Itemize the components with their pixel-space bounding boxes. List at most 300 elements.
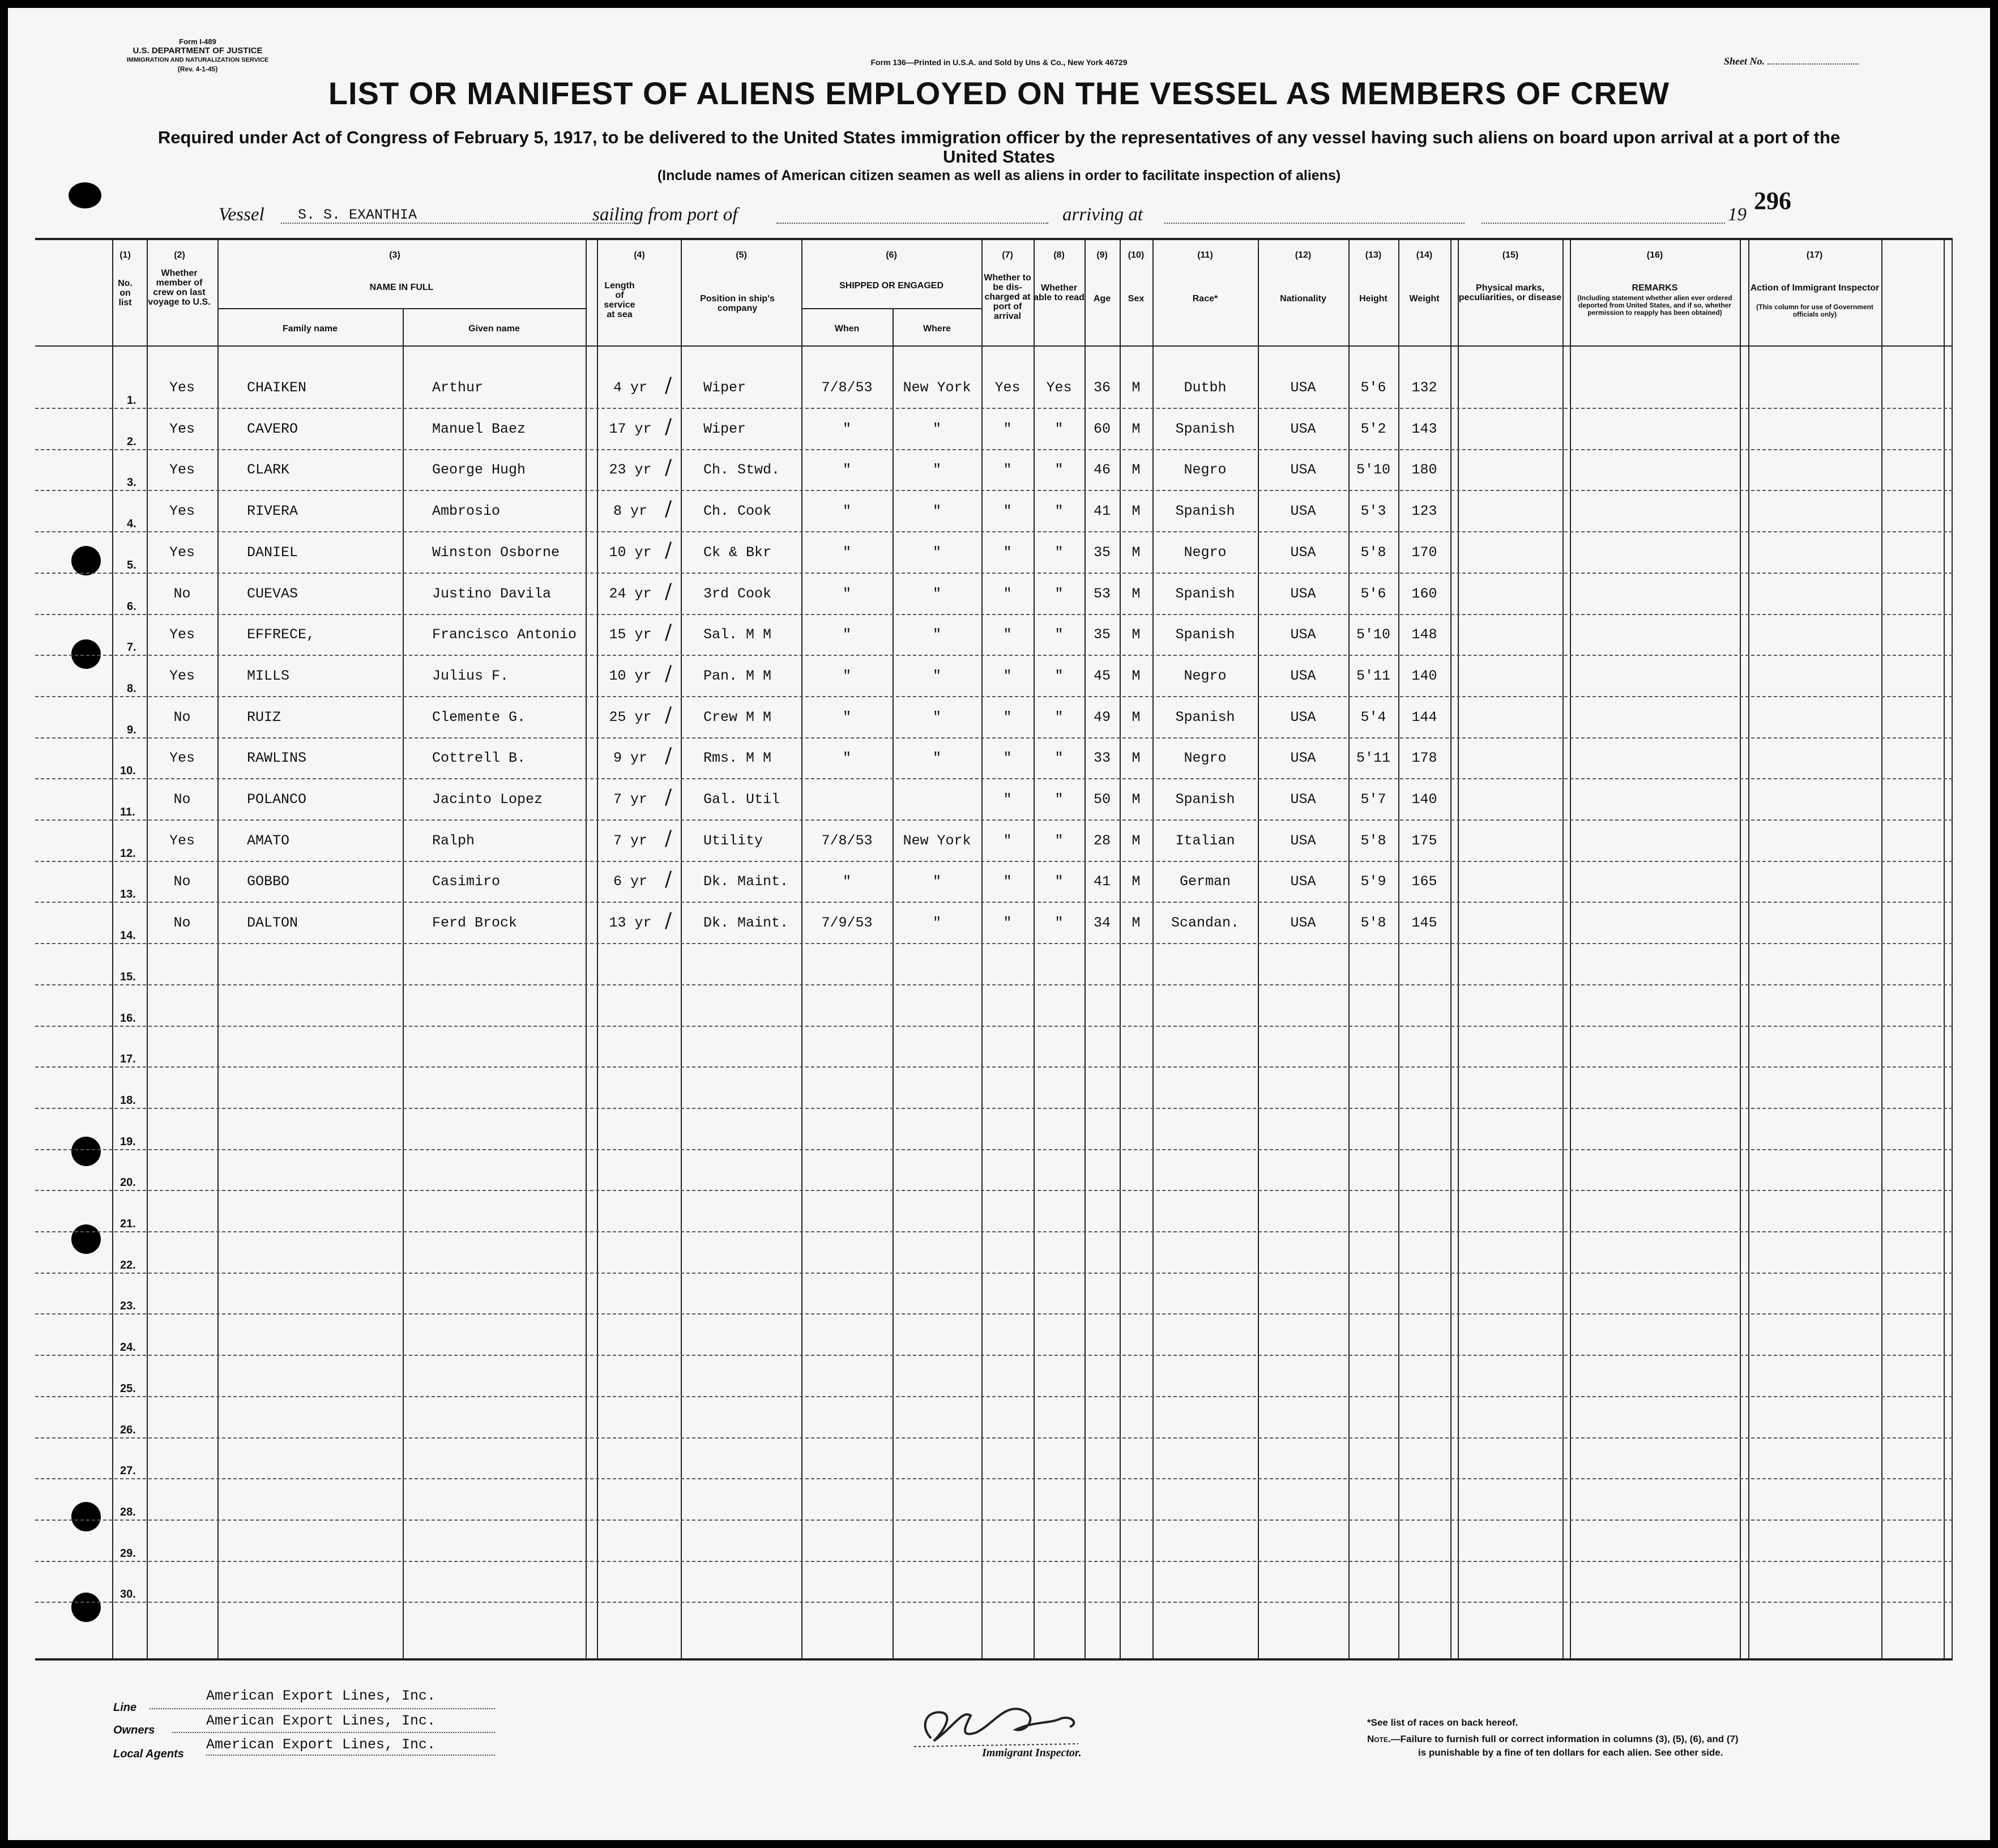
cell-nationality: USA [1290,379,1316,396]
cell-prior: Yes [169,420,195,437]
cell-nationality: USA [1290,667,1316,684]
cell-family: GOBBO [247,873,290,890]
cell-prior: No [173,873,191,890]
column-number: (16) [1646,250,1663,260]
punch-hole [71,639,101,669]
cell-discharged: " [1003,873,1012,890]
cell-given: Cottrell B. [432,750,526,767]
punch-hole [71,1593,101,1622]
cell-when: " [842,420,851,437]
row-rule [35,1108,1953,1109]
cell-position: Ck & Bkr [703,544,772,561]
cell-given: Winston Osborne [432,544,560,561]
column-rule [1398,240,1399,1658]
cell-nationality: USA [1290,750,1316,767]
sailing-blank [776,223,1048,224]
cell-where: " [932,544,941,561]
cell-prior: No [173,709,191,725]
cell-nationality: USA [1290,462,1316,479]
cell-height: 5'11 [1356,667,1390,684]
cell-weight: 148 [1411,626,1437,643]
cell-position: Rms. M M [703,750,772,767]
cell-read: " [1054,585,1064,602]
cell-discharged: " [1003,544,1012,561]
cell-given: Ralph [432,832,475,849]
line-blank [150,1708,495,1709]
cell-where: " [932,667,941,684]
row-rule [35,1396,1953,1397]
cell-given: Justino Davila [432,585,552,602]
column-rule [1458,240,1459,1658]
vessel-label: Vessel [219,204,264,225]
cell-family: DANIEL [247,544,298,561]
cell-weight: 140 [1411,667,1437,684]
cell-read: Yes [1046,379,1072,396]
cell-service: 4 yr [613,379,647,396]
cell-prior: Yes [169,462,195,479]
cell-where: " [932,626,941,643]
row-number: 12. [120,847,136,860]
cell-age: 46 [1093,462,1111,479]
cell-nationality: USA [1290,626,1316,643]
cell-family: DALTON [247,915,298,932]
col-nationality: Nationality [1280,294,1326,304]
column-number: (15) [1502,250,1519,260]
row-number: 2. [127,435,136,448]
penalty-note-text: —Failure to furnish full or correct information in columns (3), (5), (6), and (7) [1390,1734,1739,1744]
cell-family: EFFRECE, [247,626,315,643]
cell-height: 5'6 [1360,379,1386,396]
column-rule [1740,240,1741,1658]
cell-given: Manuel Baez [432,420,526,437]
cell-position: Utility [703,832,763,849]
cell-given: Ferd Brock [432,915,518,932]
cell-race: Dutbh [1184,379,1227,396]
cell-where: " [932,503,941,520]
header-bottom-rule [35,345,1953,347]
date-blank [1482,223,1725,224]
column-rule [681,240,682,1658]
cell-weight: 123 [1411,503,1437,520]
cell-nationality: USA [1290,544,1316,561]
cell-height: 5'11 [1356,750,1390,767]
row-rule [35,820,1953,821]
row-number: 6. [127,600,136,613]
agents-label: Local Agents [113,1748,184,1760]
line-label: Line [113,1701,137,1714]
cell-given: Francisco Antonio [432,626,577,643]
row-rule [35,408,1953,409]
row-rule [35,1313,1953,1314]
cell-sex: M [1132,626,1141,643]
cell-weight: 144 [1411,709,1437,725]
col-remarks-sub: (Including statement whether alien ever ordered deported from United States, and if so, whether permission to reapply has been obtained) [1577,294,1732,317]
cell-sex: M [1132,544,1141,561]
cell-given: Julius F. [432,667,509,684]
row-number: 10. [120,765,136,778]
shipped-subheader-rule [801,308,981,309]
row-rule [35,1478,1953,1479]
sailing-label: sailing from port of [592,204,738,225]
cell-when: " [842,544,851,561]
cell-family: RAWLINS [247,750,307,767]
sheet-number [1724,56,1858,67]
cell-age: 45 [1093,667,1111,684]
cell-race: German [1179,873,1231,890]
owners-value: American Export Lines, Inc. [206,1713,436,1729]
punch-hole [71,546,101,575]
cell-family: CHAIKEN [247,379,307,396]
cell-given: Arthur [432,379,484,396]
check-mark: / [665,579,672,603]
cell-nationality: USA [1290,873,1316,890]
cell-age: 50 [1093,791,1111,808]
cell-read: " [1054,750,1064,767]
form-id: Form I-489 [179,37,216,46]
punch-hole [71,1137,101,1166]
cell-where: New York [903,832,971,849]
cell-position: Dk. Maint. [703,915,789,932]
cell-read: " [1054,915,1064,932]
column-rule [981,240,983,1658]
column-number: (1) [119,250,131,260]
cell-prior: Yes [169,750,195,767]
cell-where: " [932,915,941,932]
cell-age: 36 [1093,379,1111,396]
cell-nationality: USA [1290,791,1316,808]
page-number: 296 [1754,187,1791,215]
printer-note: Form 136—Printed in U.S.A. and Sold by Uns & Co., New York 46729 [870,58,1128,67]
column-number: (10) [1128,250,1145,260]
col-inspector-action: Action of Immigrant Inspector [1750,283,1880,293]
cell-nationality: USA [1290,503,1316,520]
check-mark: / [665,661,672,685]
column-rule [1562,240,1564,1658]
revision: (Rev. 4-1-45) [177,65,218,73]
column-number: (9) [1096,250,1108,260]
column-rule [1570,240,1571,1658]
cell-position: Wiper [703,420,746,437]
cell-position: Crew M M [703,709,772,725]
line-value: American Export Lines, Inc. [206,1688,436,1704]
cell-when: 7/8/53 [821,379,873,396]
cell-weight: 145 [1411,915,1437,932]
cell-prior: Yes [169,667,195,684]
column-rule [1952,240,1953,1658]
cell-discharged: " [1003,626,1012,643]
cell-where: " [932,462,941,479]
cell-height: 5'10 [1356,462,1390,479]
cell-when: 7/9/53 [821,915,873,932]
col-inspector-sub: (This column for use of Government officials only) [1756,303,1873,318]
cell-service: 6 yr [613,873,647,890]
cell-when: " [842,667,851,684]
column-number: (6) [886,250,897,260]
column-number: (14) [1416,250,1433,260]
cell-race: Spanish [1175,585,1235,602]
cell-service: 10 yr [609,667,652,684]
cell-age: 35 [1093,544,1111,561]
row-rule [35,655,1953,656]
cell-weight: 140 [1411,791,1437,808]
cell-age: 41 [1093,503,1111,520]
cell-position: Wiper [703,379,746,396]
check-mark: / [665,786,672,809]
cell-height: 5'3 [1360,503,1386,520]
check-mark: / [665,868,672,891]
row-number: 14. [120,929,136,942]
col-family-name: Family name [283,324,338,334]
cell-height: 5'8 [1360,544,1386,561]
cell-position: Ch. Cook [703,503,772,520]
cell-where: " [932,750,941,767]
row-rule [35,737,1953,739]
cell-where: New York [903,379,971,396]
service: IMMIGRATION AND NATURALIZATION SERVICE [126,57,269,63]
col-physical-marks: Physical marks, peculiarities, or disease [1458,283,1562,302]
penalty-note-label: Note. [1367,1734,1391,1744]
cell-read: " [1054,462,1064,479]
form-id-block [104,37,291,74]
col-age: Age [1093,294,1111,304]
owners-blank [172,1732,495,1733]
row-rule [35,1602,1953,1603]
cell-age: 35 [1093,626,1111,643]
column-number: (4) [634,250,645,260]
cell-where: " [932,873,941,890]
cell-position: Ch. Stwd. [703,462,780,479]
cell-given: George Hugh [432,462,526,479]
cell-weight: 180 [1411,462,1437,479]
row-rule [35,1437,1953,1439]
col-sex: Sex [1128,294,1145,304]
row-number: 19. [120,1135,136,1148]
row-rule [35,531,1953,532]
manifest-page [8,8,1990,1840]
cell-where: " [932,709,941,725]
name-divider [403,309,404,1658]
cell-race: Spanish [1175,626,1235,643]
cell-age: 33 [1093,750,1111,767]
col-no-on-list: No. on list [118,279,133,308]
column-rule [1748,240,1749,1658]
row-number: 18. [120,1094,136,1107]
col-given-name: Given name [468,324,520,334]
cell-age: 34 [1093,915,1111,932]
row-rule [35,614,1953,615]
cell-service: 23 yr [609,462,652,479]
cell-service: 15 yr [609,626,652,643]
column-rule [1120,240,1121,1658]
column-number: (2) [174,250,185,260]
cell-race: Spanish [1175,420,1235,437]
row-number: 17. [120,1053,136,1066]
cell-discharged: " [1003,750,1012,767]
arriving-label: arriving at [1062,204,1143,225]
cell-discharged: " [1003,832,1012,849]
cell-read: " [1054,709,1064,725]
vessel-name: S. S. EXANTHIA [298,207,417,223]
cell-position: Dk. Maint. [703,873,789,890]
row-rule [35,490,1953,491]
cell-race: Negro [1184,544,1227,561]
row-rule [35,1355,1953,1356]
cell-nationality: USA [1290,915,1316,932]
cell-race: Spanish [1175,709,1235,725]
arriving-blank [1164,223,1465,224]
cell-service: 7 yr [613,832,647,849]
races-note: *See list of races on back hereof. [1367,1717,1518,1728]
punch-hole [71,1502,101,1531]
sheet-number-blank [1768,63,1858,65]
row-number: 1. [127,394,136,407]
cell-discharged: Yes [994,379,1021,396]
cell-sex: M [1132,791,1141,808]
punch-hole [69,182,101,208]
cell-discharged: " [1003,420,1012,437]
row-rule [35,1026,1953,1027]
check-mark: / [665,826,672,850]
cell-race: Negro [1184,462,1227,479]
col-prior-voyage: Whether member of crew on last voyage to U.S. [148,268,211,307]
cell-service: 13 yr [609,915,652,932]
cell-sex: M [1132,667,1141,684]
cell-age: 41 [1093,873,1111,890]
year-prefix: 19 [1728,204,1747,225]
page-title: LIST OR MANIFEST OF ALIENS EMPLOYED ON THE VESSEL AS MEMBERS OF CREW [328,75,1670,111]
cell-read: " [1054,544,1064,561]
cell-prior: Yes [169,379,195,396]
cell-race: Italian [1175,832,1235,849]
cell-family: CLARK [247,462,290,479]
cell-when: " [842,626,851,643]
cell-where: " [932,585,941,602]
cell-when: " [842,709,851,725]
name-subheader-rule [217,308,586,309]
cell-service: 9 yr [613,750,647,767]
row-rule [35,1190,1953,1191]
cell-height: 5'4 [1360,709,1386,725]
table-top-rule [35,238,1953,240]
row-number: 11. [120,806,135,818]
row-number: 21. [120,1218,136,1230]
column-number: (11) [1197,250,1213,260]
cell-age: 28 [1093,832,1111,849]
col-able-to-read: Whether able to read [1034,283,1085,302]
cell-race: Spanish [1175,503,1235,520]
cell-height: 5'9 [1360,873,1386,890]
column-number: (17) [1806,250,1823,260]
row-number: 25. [120,1382,136,1395]
row-rule [35,984,1953,985]
cell-sex: M [1132,420,1141,437]
cell-sex: M [1132,379,1141,396]
check-mark: / [665,621,672,645]
row-number: 3. [127,476,136,489]
cell-sex: M [1132,503,1141,520]
cell-prior: Yes [169,626,195,643]
vessel-blank [281,223,638,224]
row-number: 29. [120,1547,136,1560]
cell-when: " [842,750,851,767]
col-shipped-where: Where [923,324,951,334]
row-rule [35,861,1953,862]
cell-prior: No [173,791,191,808]
column-rule [1348,240,1350,1658]
cell-family: MILLS [247,667,290,684]
row-rule [35,449,1953,450]
row-rule [35,696,1953,697]
row-rule [35,1520,1953,1521]
cell-family: CAVERO [247,420,298,437]
cell-nationality: USA [1290,709,1316,725]
check-mark: / [665,497,672,521]
check-mark: / [665,374,672,397]
cell-age: 49 [1093,709,1111,725]
column-rule [1085,240,1086,1658]
cell-service: 8 yr [613,503,647,520]
col-shipped-engaged: SHIPPED OR ENGAGED [839,281,944,291]
cell-height: 5'6 [1360,585,1386,602]
cell-race: Scandan. [1171,915,1240,932]
cell-family: POLANCO [247,791,307,808]
cell-prior: No [173,585,191,602]
cell-discharged: " [1003,585,1012,602]
cell-weight: 178 [1411,750,1437,767]
row-rule [35,778,1953,779]
row-number: 30. [120,1588,136,1601]
col-race: Race* [1192,294,1218,304]
cell-given: Clemente G. [432,709,526,725]
row-number: 9. [127,723,136,736]
col-position: Position in ship's company [700,294,775,313]
column-number: (7) [1002,250,1013,260]
cell-given: Jacinto Lopez [432,791,543,808]
cell-sex: M [1132,915,1141,932]
cell-service: 7 yr [613,791,647,808]
row-number: 20. [120,1176,136,1189]
row-rule [35,1066,1953,1068]
cell-height: 5'8 [1360,915,1386,932]
column-rule [586,240,587,1658]
cell-when: " [842,503,851,520]
cell-age: 53 [1093,585,1111,602]
row-rule [35,1149,1953,1150]
inspector-signature [908,1693,1090,1755]
col-discharged: Whether to be dis-charged at port of arrival [984,273,1031,321]
agents-value: American Export Lines, Inc. [206,1736,436,1753]
cell-sex: M [1132,585,1141,602]
cell-discharged: " [1003,709,1012,725]
table-bottom-rule [35,1658,1953,1661]
cell-sex: M [1132,750,1141,767]
cell-family: AMATO [247,832,290,849]
cell-weight: 132 [1411,379,1437,396]
row-rule [35,902,1953,903]
col-height: Height [1359,294,1388,304]
cell-race: Spanish [1175,791,1235,808]
cell-position: Gal. Util [703,791,780,808]
cell-given: Casimiro [432,873,501,890]
column-rule [147,240,148,1658]
cell-sex: M [1132,462,1141,479]
cell-when: 7/8/53 [821,832,873,849]
column-rule [1034,240,1035,1658]
column-rule [217,240,219,1658]
penalty-note-text2: is punishable by a fine of ten dollars for each alien. See other side. [1418,1747,1723,1758]
cell-discharged: " [1003,915,1012,932]
cell-service: 10 yr [609,544,652,561]
